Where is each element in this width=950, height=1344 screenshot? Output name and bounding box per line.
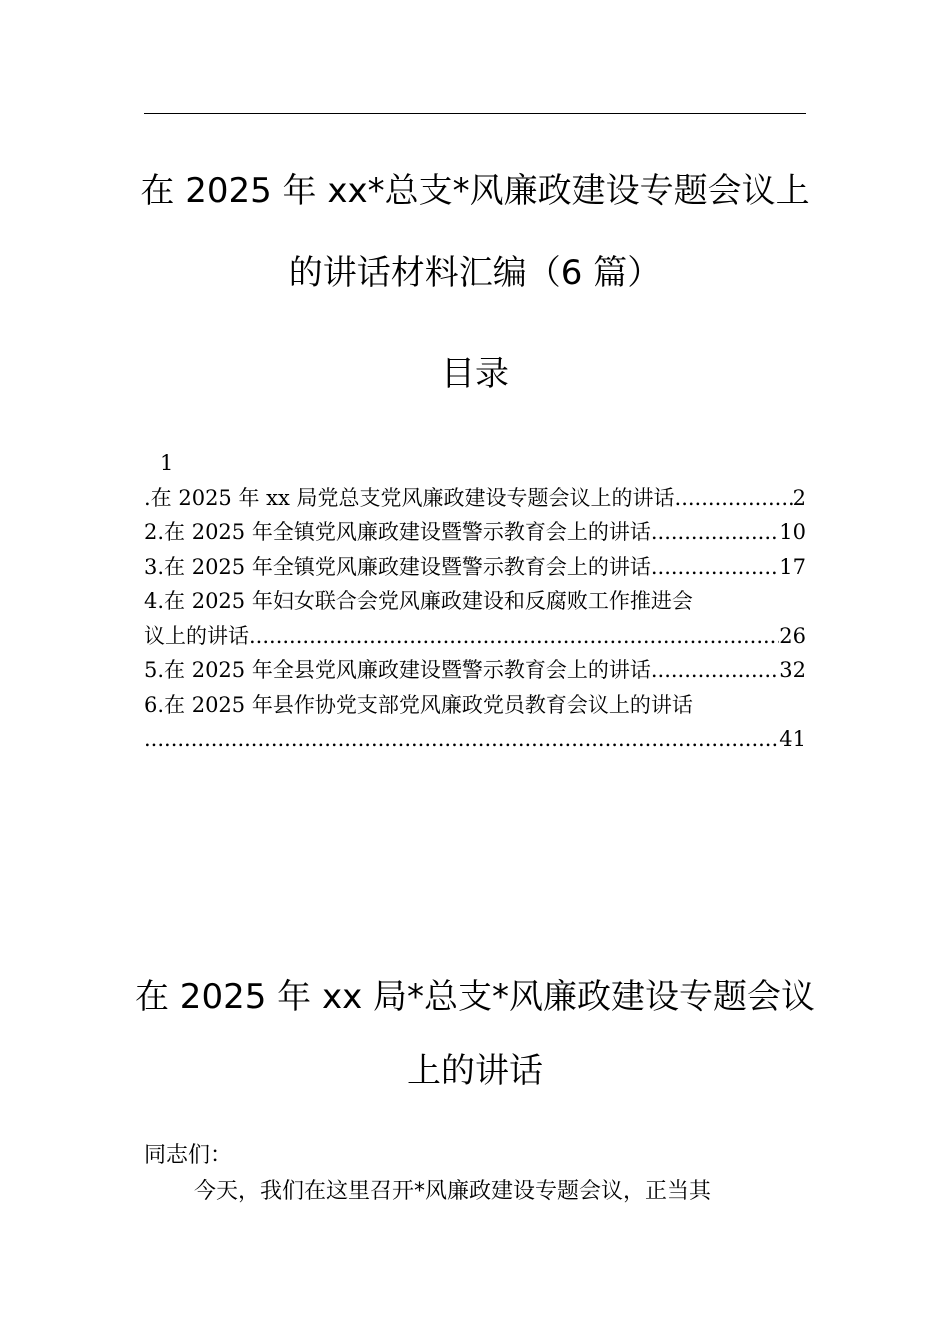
- toc-entry-4-line-1[interactable]: 4.在 2025 年妇女联合会党风廉政建设和反腐败工作推进会: [144, 589, 693, 613]
- toc-leader-dots: [249, 619, 779, 654]
- toc-page-number: 10: [779, 520, 806, 544]
- toc-entry-4[interactable]: [144, 619, 806, 654]
- table-of-contents: [144, 446, 806, 757]
- toc-entry-text: 3.在 2025 年全镇党风廉政建设暨警示教育会上的讲话: [144, 554, 651, 579]
- toc-page-number: 26: [779, 623, 806, 648]
- toc-entry-3[interactable]: [144, 550, 806, 585]
- toc-page-number: 2: [792, 485, 806, 510]
- toc-entry-text: 5.在 2025 年全县党风廉政建设暨警示教育会上的讲话: [144, 658, 651, 682]
- toc-entry-6[interactable]: [144, 722, 806, 757]
- document-title-line-2: 的讲话材料汇编（6 篇）: [288, 253, 662, 293]
- toc-entry-2[interactable]: [144, 515, 806, 550]
- toc-leader-dots: [675, 481, 793, 516]
- speech-title-line-2: 上的讲话: [407, 1051, 543, 1091]
- toc-leader-dots: [651, 550, 779, 585]
- toc-entry-6-line-1[interactable]: 6.在 2025 年县作协党支部党风廉政党员教育会议上的讲话: [144, 692, 693, 717]
- toc-page-number: 17: [779, 554, 806, 579]
- speech-paragraph: 今天，我们在这里召开*风廉政建设专题会议，正当其: [194, 1179, 712, 1204]
- toc-heading: 目录: [441, 354, 509, 394]
- header-rule: [144, 113, 806, 114]
- toc-leader-dots: [651, 653, 779, 688]
- toc-entry-1-number: 1: [160, 451, 174, 475]
- speech-title: [130, 960, 820, 1108]
- toc-page-number: 41: [779, 727, 806, 751]
- toc-entry-text: .在 2025 年 xx 局党总支党风廉政建设专题会议上的讲话: [144, 485, 675, 510]
- toc-entry-text: 议上的讲话: [144, 623, 249, 648]
- toc-leader-dots: [144, 722, 779, 757]
- speech-title-line-1: 在 2025 年 xx 局*总支*风廉政建设专题会议: [135, 977, 815, 1017]
- toc-entry-5[interactable]: [144, 653, 806, 688]
- speech-greeting: 同志们：: [144, 1143, 233, 1168]
- toc-page-number: 32: [779, 658, 806, 682]
- document-title-line-1: 在 2025 年 xx*总支*风廉政建设专题会议上: [140, 171, 810, 211]
- toc-entry-1[interactable]: [144, 481, 806, 516]
- document-title: [130, 150, 820, 314]
- toc-entry-text: 2.在 2025 年全镇党风廉政建设暨警示教育会上的讲话: [144, 520, 651, 544]
- toc-leader-dots: [651, 515, 779, 550]
